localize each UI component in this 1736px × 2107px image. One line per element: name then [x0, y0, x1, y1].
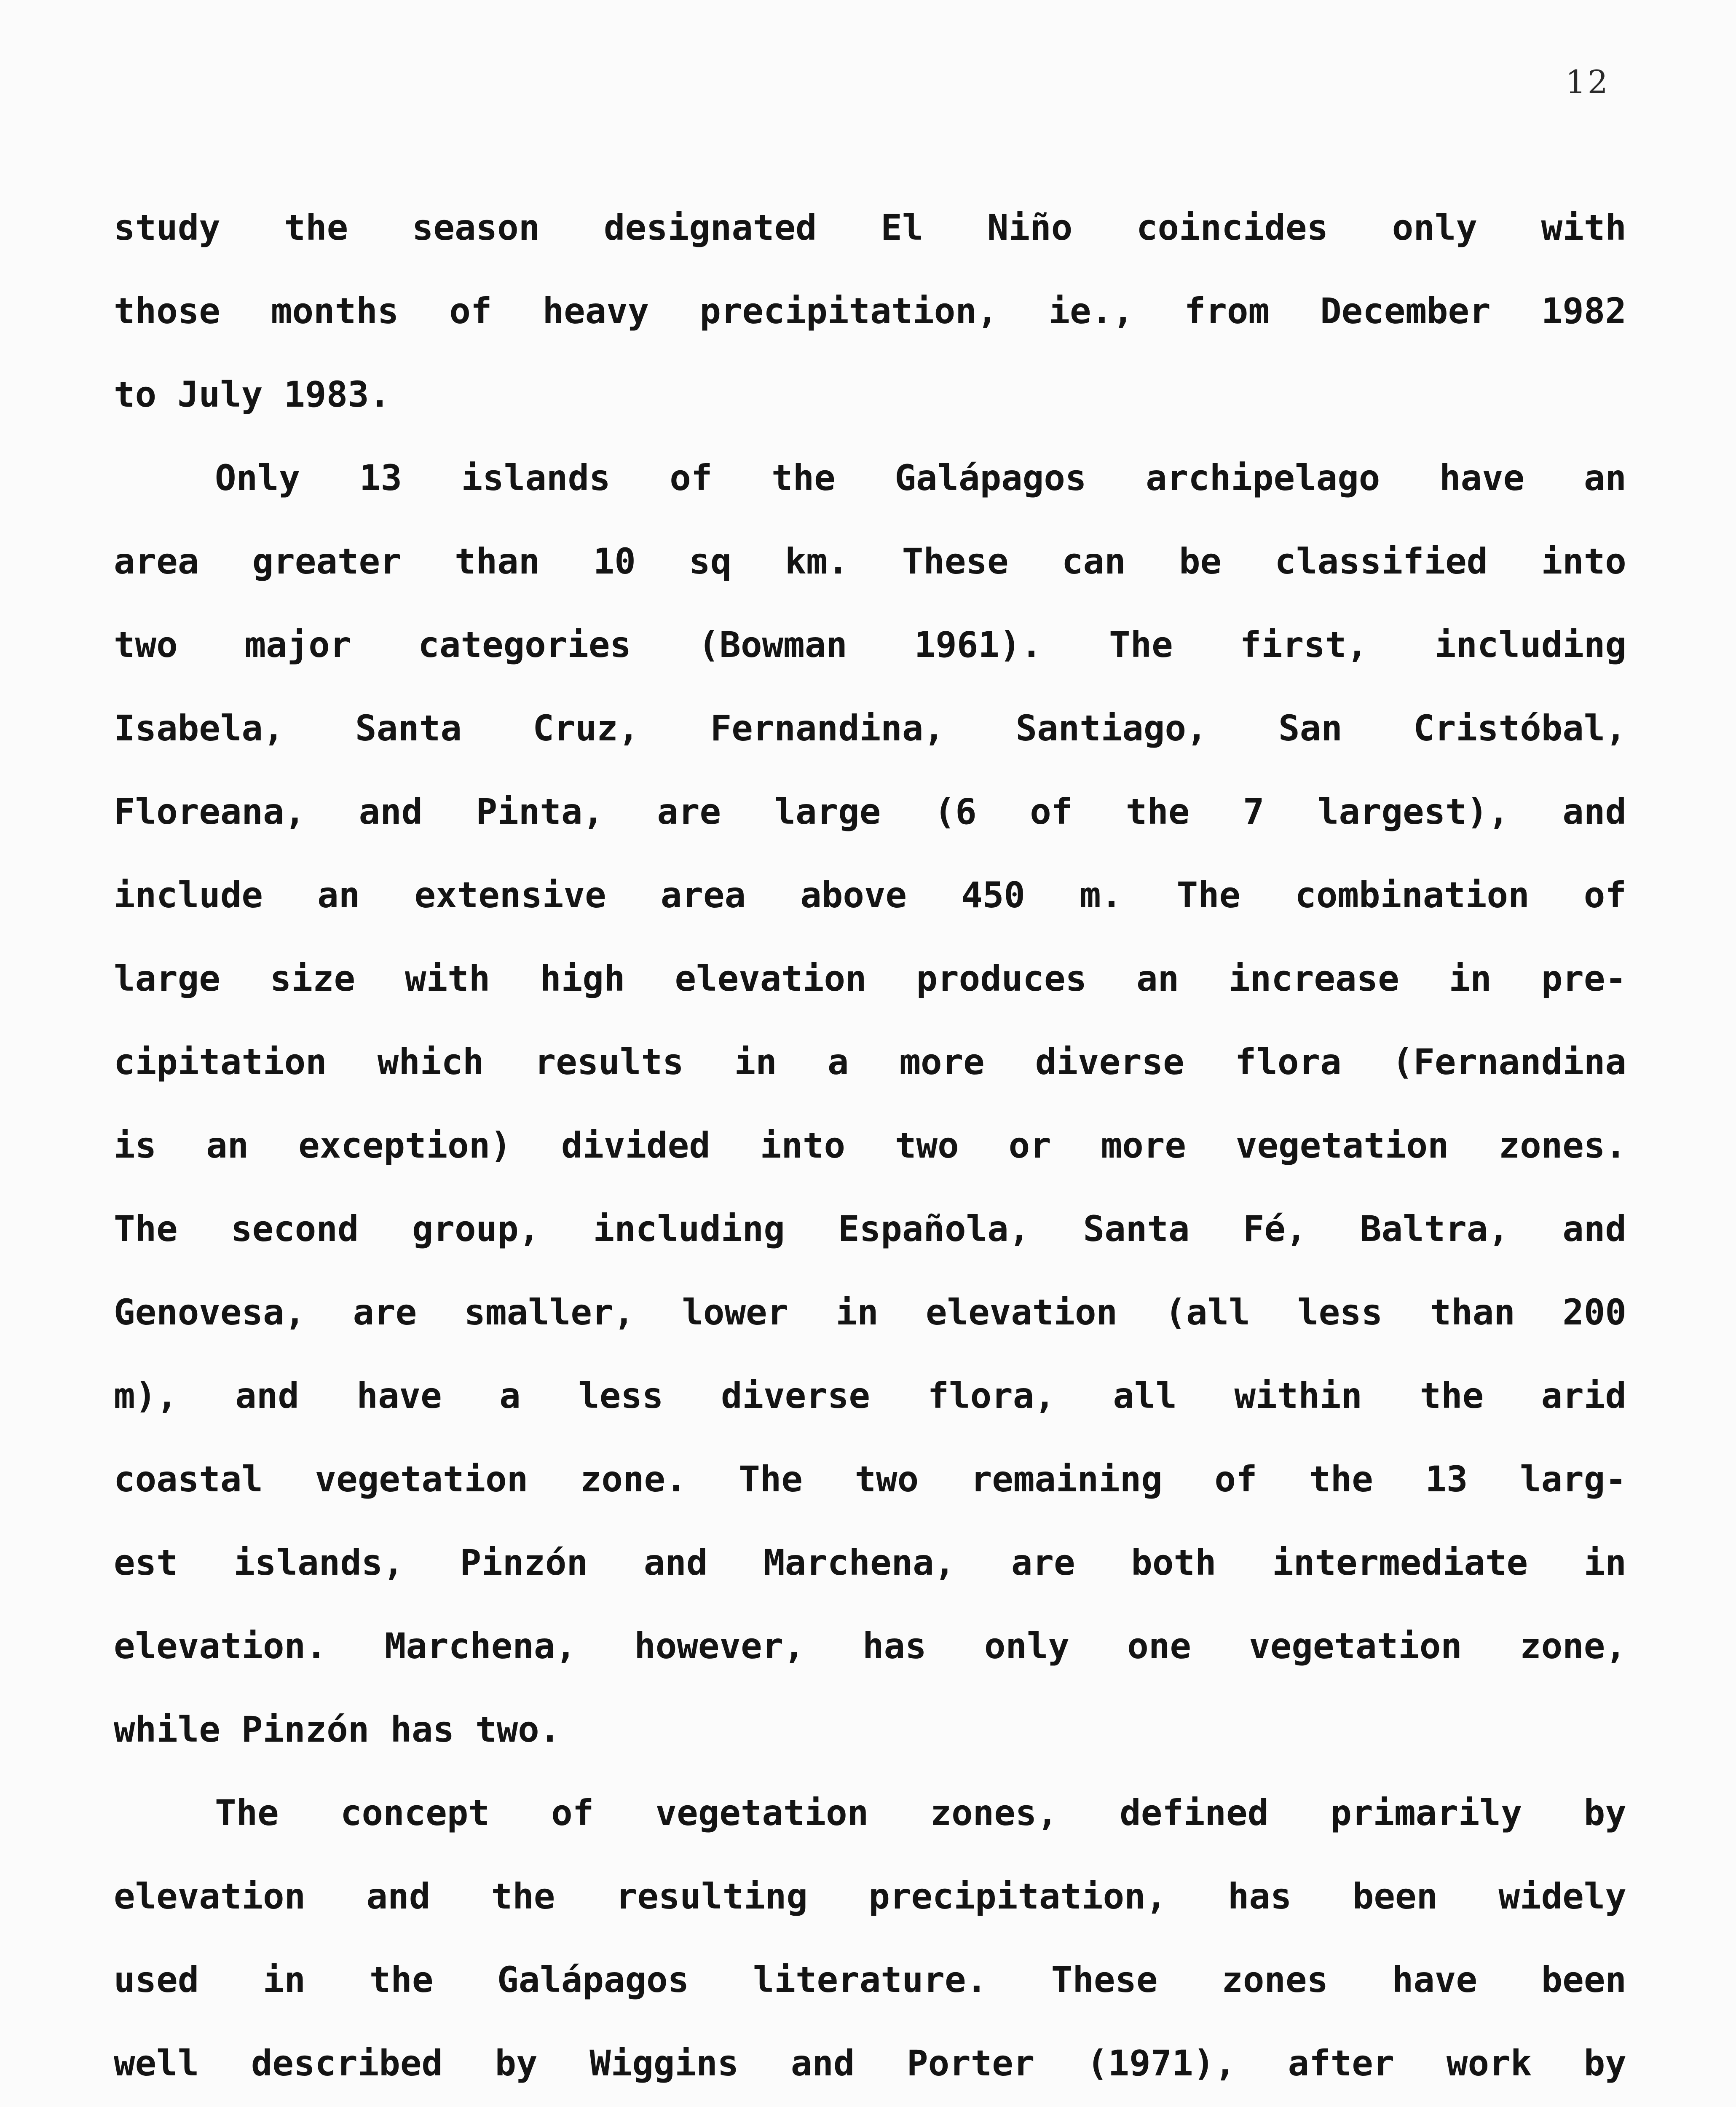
word: area: [660, 874, 746, 916]
word: major: [244, 624, 351, 665]
word: in: [734, 1041, 777, 1083]
word: to: [114, 374, 157, 415]
word: The: [739, 1458, 803, 1500]
word: elevation: [925, 1292, 1118, 1333]
word: (6: [934, 791, 977, 832]
word: Isabela,: [114, 708, 284, 749]
word: group,: [412, 1208, 540, 1249]
word: Fernandina,: [710, 708, 945, 749]
word: above: [800, 874, 907, 916]
word: less: [578, 1375, 664, 1416]
word: been: [1352, 1876, 1438, 1917]
word: are: [657, 791, 721, 832]
word: literature.: [753, 1959, 988, 2000]
word: Pinzón: [460, 1542, 588, 1583]
word: months: [271, 290, 399, 332]
word: (Fernandina: [1392, 1041, 1626, 1083]
word: of: [1214, 1458, 1257, 1500]
word: These: [902, 541, 1009, 582]
text-line: [114, 1792, 1626, 1875]
word: all: [1113, 1375, 1177, 1416]
word: more: [1101, 1125, 1186, 1166]
word: include: [114, 874, 263, 916]
word: and: [366, 1876, 431, 1917]
word: widely: [1498, 1876, 1626, 1917]
word: Only: [215, 457, 300, 499]
word: well: [114, 2043, 199, 2084]
word: be: [1179, 541, 1222, 582]
word: (1971),: [1086, 2043, 1236, 2084]
word: in: [1449, 958, 1492, 999]
word: in: [1583, 1542, 1626, 1583]
word: greater: [252, 541, 402, 582]
word: vegetation: [655, 1792, 869, 1834]
word: after: [1288, 2043, 1395, 2084]
word: islands,: [233, 1542, 404, 1583]
word: and: [235, 1375, 299, 1416]
word: defined: [1120, 1792, 1269, 1834]
word: arid: [1541, 1375, 1626, 1416]
word: resulting: [616, 1876, 808, 1917]
word: Fé,: [1243, 1208, 1307, 1249]
text-line: [114, 1875, 1626, 1959]
word: 450: [961, 874, 1025, 916]
word: within: [1234, 1375, 1362, 1416]
text-line: [114, 707, 1626, 791]
word: The: [114, 1208, 178, 1249]
word: San: [1278, 708, 1342, 749]
word: into: [760, 1125, 846, 1166]
word: (all: [1165, 1292, 1250, 1333]
word: increase: [1229, 958, 1399, 999]
word: have: [1392, 1959, 1478, 2000]
word: study: [114, 207, 220, 248]
text-line: [114, 874, 1626, 957]
word: 200: [1562, 1292, 1626, 1333]
text-line: [114, 457, 1626, 540]
word: a: [499, 1375, 521, 1416]
word: is: [114, 1125, 157, 1166]
word: two: [114, 624, 178, 665]
word: with: [405, 958, 490, 999]
word: Porter: [907, 2043, 1035, 2084]
word: Niño: [987, 207, 1073, 248]
word: vegetation: [1235, 1125, 1449, 1166]
text-line: [114, 957, 1626, 1041]
word: which: [377, 1041, 484, 1083]
word: El: [881, 207, 924, 248]
word: Marchena,: [384, 1625, 577, 1667]
text-line: [114, 373, 1626, 457]
word: one: [1127, 1625, 1191, 1667]
word: large: [114, 958, 220, 999]
word: zones: [1222, 1959, 1329, 2000]
text-line: [114, 1208, 1626, 1291]
word: combination: [1295, 874, 1530, 916]
word: both: [1131, 1542, 1216, 1583]
word: extensive: [414, 874, 606, 916]
word: have: [1439, 457, 1525, 499]
word: have: [356, 1375, 442, 1416]
word: December: [1320, 290, 1491, 332]
word: flora: [1235, 1041, 1342, 1083]
word: The: [1176, 874, 1241, 916]
text-line: [114, 1959, 1626, 2042]
word: categories: [418, 624, 632, 665]
word: est: [114, 1542, 178, 1583]
word: precipitation,: [699, 290, 998, 332]
word: two: [895, 1125, 959, 1166]
text-line: [114, 290, 1626, 373]
word: vegetation: [315, 1458, 528, 1500]
word: 10: [593, 541, 636, 582]
word: Galápagos: [895, 457, 1087, 499]
word: m),: [114, 1375, 178, 1416]
word: diverse: [721, 1375, 870, 1416]
word: of: [1030, 791, 1073, 832]
word: sq: [689, 541, 732, 582]
word: Cristóbal,: [1413, 708, 1626, 749]
word: heavy: [542, 290, 649, 332]
text-line: [114, 2042, 1626, 2107]
word: the: [1309, 1458, 1373, 1500]
text-line: [114, 1625, 1626, 1708]
word: precipitation,: [868, 1876, 1167, 1917]
word: the: [772, 457, 836, 499]
word: however,: [634, 1625, 805, 1667]
word: These: [1051, 1959, 1158, 2000]
word: July: [177, 374, 263, 415]
word: an: [1136, 958, 1179, 999]
text-line: [114, 540, 1626, 624]
word: lower: [682, 1292, 789, 1333]
word: Floreana,: [114, 791, 306, 832]
page-number: 12: [1565, 63, 1610, 101]
word: the: [369, 1959, 434, 2000]
word: the: [491, 1876, 555, 1917]
word: Baltra,: [1360, 1208, 1509, 1249]
word: zones,: [930, 1792, 1058, 1834]
text-line: [114, 1708, 1626, 1792]
word: in: [263, 1959, 306, 2000]
word: from: [1184, 290, 1270, 332]
word: Marchena,: [764, 1542, 956, 1583]
word: coastal: [114, 1458, 263, 1500]
word: remaining: [970, 1458, 1163, 1500]
word: has: [390, 1709, 455, 1750]
word: more: [899, 1041, 985, 1083]
word: Española,: [838, 1208, 1030, 1249]
text-line: [114, 1041, 1626, 1124]
word: The: [1109, 624, 1173, 665]
word: two.: [475, 1709, 561, 1750]
word: only: [1392, 207, 1478, 248]
word: large: [774, 791, 881, 832]
word: Genovesa,: [114, 1292, 306, 1333]
word: exception): [298, 1125, 512, 1166]
word: and: [1562, 1208, 1626, 1249]
word: designated: [603, 207, 817, 248]
word: of: [1583, 874, 1626, 916]
word: an: [206, 1125, 249, 1166]
word: zone,: [1520, 1625, 1626, 1667]
word: 1982: [1541, 290, 1626, 332]
word: only: [984, 1625, 1070, 1667]
word: the: [1420, 1375, 1484, 1416]
word: are: [1011, 1542, 1075, 1583]
word: coincides: [1136, 207, 1329, 248]
word: an: [317, 874, 360, 916]
word: Santiago,: [1015, 708, 1208, 749]
word: concept: [340, 1792, 490, 1834]
word: a: [827, 1041, 849, 1083]
word: than: [1430, 1292, 1515, 1333]
word: 1983.: [284, 374, 391, 415]
word: elevation: [675, 958, 867, 999]
word: described: [251, 2043, 443, 2084]
word: and: [359, 791, 423, 832]
word: diverse: [1035, 1041, 1184, 1083]
word: can: [1061, 541, 1126, 582]
word: and: [1562, 791, 1626, 832]
word: cipitation: [114, 1041, 327, 1083]
word: of: [670, 457, 713, 499]
word: an: [1583, 457, 1626, 499]
word: largest),: [1317, 791, 1509, 832]
word: produces: [916, 958, 1087, 999]
word: high: [540, 958, 625, 999]
word: m.: [1080, 874, 1123, 916]
word: ie.,: [1048, 290, 1134, 332]
word: has: [862, 1625, 927, 1667]
word: pre-: [1541, 958, 1626, 999]
word: and: [790, 2043, 855, 2084]
word: elevation.: [114, 1625, 327, 1667]
word: the: [284, 207, 348, 248]
word: by: [1583, 1792, 1626, 1834]
word: of: [449, 290, 492, 332]
word: or: [1008, 1125, 1051, 1166]
word: smaller,: [464, 1292, 635, 1333]
text-line: [114, 1124, 1626, 1208]
word: zones.: [1498, 1125, 1626, 1166]
word: 7: [1243, 791, 1264, 832]
word: season: [412, 207, 540, 248]
text-line: [114, 791, 1626, 874]
word: the: [1125, 791, 1190, 832]
word: in: [836, 1292, 879, 1333]
text-line: [114, 206, 1626, 290]
word: zone.: [580, 1458, 687, 1500]
word: two: [855, 1458, 919, 1500]
word: first,: [1240, 624, 1368, 665]
word: primarily: [1330, 1792, 1522, 1834]
word: with: [1541, 207, 1626, 248]
word: vegetation: [1249, 1625, 1462, 1667]
text-line: [114, 1291, 1626, 1375]
word: and: [643, 1542, 708, 1583]
word: results: [534, 1041, 684, 1083]
word: Pinzón: [241, 1709, 370, 1750]
word: been: [1541, 1959, 1626, 2000]
word: (Bowman: [698, 624, 847, 665]
word: divided: [561, 1125, 710, 1166]
text-line: [114, 624, 1626, 707]
body-text: [114, 206, 1626, 2107]
word: while: [114, 1709, 220, 1750]
text-line: [114, 1541, 1626, 1625]
word: archipelago: [1146, 457, 1380, 499]
word: Santa: [355, 708, 462, 749]
word: than: [455, 541, 540, 582]
word: larg-: [1520, 1458, 1626, 1500]
word: classified: [1275, 541, 1488, 582]
word: area: [114, 541, 199, 582]
word: 13: [359, 457, 402, 499]
word: size: [270, 958, 356, 999]
word: elevation: [114, 1876, 306, 1917]
word: Cruz,: [533, 708, 640, 749]
word: second: [231, 1208, 359, 1249]
word: 13: [1425, 1458, 1468, 1500]
word: by: [1583, 2043, 1626, 2084]
word: has: [1227, 1876, 1292, 1917]
word: 1961).: [914, 624, 1042, 665]
text-line: [114, 1458, 1626, 1541]
word: Santa: [1083, 1208, 1190, 1249]
word: of: [551, 1792, 594, 1834]
word: are: [353, 1292, 417, 1333]
word: those: [114, 290, 220, 332]
word: work: [1446, 2043, 1532, 2084]
word: used: [114, 1959, 199, 2000]
word: The: [215, 1792, 279, 1834]
word: by: [495, 2043, 538, 2084]
word: Galápagos: [497, 1959, 689, 2000]
word: including: [1434, 624, 1626, 665]
word: Wiggins: [589, 2043, 739, 2084]
word: intermediate: [1272, 1542, 1528, 1583]
word: into: [1541, 541, 1626, 582]
word: islands: [461, 457, 611, 499]
word: Pinta,: [476, 791, 604, 832]
word: including: [593, 1208, 785, 1249]
text-line: [114, 1375, 1626, 1458]
word: km.: [785, 541, 849, 582]
word: flora,: [927, 1375, 1056, 1416]
word: less: [1297, 1292, 1383, 1333]
